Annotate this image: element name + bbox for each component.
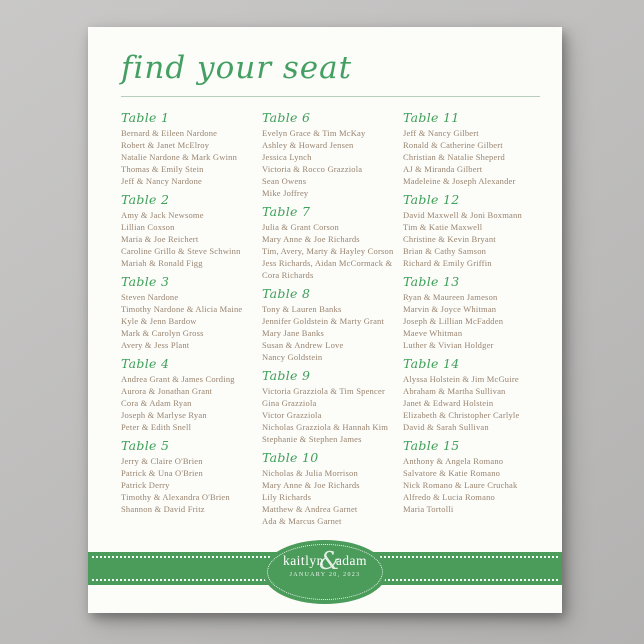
guest-name: Christine & Kevin Bryant	[403, 234, 496, 244]
guest-name: Victor Grazziola	[262, 410, 322, 420]
table-group	[262, 451, 395, 527]
guest-name: Timothy Nardone & Alicia Maine	[121, 304, 243, 314]
guest-name: Elizabeth & Christopher Carlyle	[403, 410, 520, 420]
guest-name: Mary Anne & Joe Richards	[262, 234, 360, 244]
guest-name: Aurora & Jonathan Grant	[121, 386, 213, 396]
table-group	[403, 439, 536, 515]
table-title: Table 3	[121, 274, 170, 289]
guest-name: Nicholas Grazziola & Hannah Kim	[262, 422, 389, 432]
guest-name: Ashley & Howard Jensen	[262, 140, 354, 150]
guest-name: Patrick & Una O'Brien	[121, 468, 203, 478]
table-group	[121, 439, 254, 515]
guest-name: Victoria Grazziola & Tim Spencer	[262, 386, 385, 396]
ampersand-script: &	[318, 547, 341, 575]
guest-name: Ryan & Maureen Jameson	[403, 292, 498, 302]
table-title: Table 12	[403, 192, 460, 207]
guest-name: Tim, Avery, Marty & Hayley Corson	[262, 246, 394, 256]
guest-name: Mike Joffrey	[262, 188, 309, 198]
table-group	[262, 205, 395, 281]
guest-name: Jeff & Nancy Nardone	[121, 176, 203, 186]
table-title: Table 11	[403, 110, 460, 125]
guest-name: Steven Nardone	[121, 292, 179, 302]
guest-name: Alyssa Holstein & Jim McGuire	[403, 374, 519, 384]
guest-name: Nancy Goldstein	[262, 352, 323, 362]
guest-name: Tony & Lauren Banks	[262, 304, 342, 314]
guest-name: Avery & Jess Plant	[121, 340, 190, 350]
guest-name: Caroline Grillo & Steve Schwinn	[121, 246, 241, 256]
guest-name: Mary Anne & Joe Richards	[262, 480, 360, 490]
guest-name: Kyle & Jenn Bardow	[121, 316, 197, 326]
guest-name: David & Sarah Sullivan	[403, 422, 489, 432]
table-title: Table 6	[262, 110, 311, 125]
table-title: Table 9	[262, 368, 311, 383]
guest-name: Janet & Edward Holstein	[403, 398, 494, 408]
guest-name: Madeleine & Joseph Alexander	[403, 176, 516, 186]
guest-name: Patrick Derry	[121, 480, 170, 490]
table-group	[262, 369, 395, 445]
guest-name: AJ & Miranda Gilbert	[403, 164, 483, 174]
table-title: Table 5	[121, 438, 170, 453]
tables-columns	[121, 111, 544, 543]
guest-name: Cora & Adam Ryan	[121, 398, 192, 408]
guest-name: Maeve Whitman	[403, 328, 463, 338]
guest-name: Julia & Grant Corson	[262, 222, 339, 232]
guest-name: Marvin & Joyce Whitman	[403, 304, 497, 314]
guest-name: Mark & Carolyn Gross	[121, 328, 204, 338]
guest-name: Jerry & Claire O'Brien	[121, 456, 203, 466]
guest-name: Mary Jane Banks	[262, 328, 325, 338]
table-group	[121, 193, 254, 269]
table-title: Table 1	[121, 110, 170, 125]
guest-name: Brian & Cathy Samson	[403, 246, 487, 256]
guest-name: Lillian Coxson	[121, 222, 175, 232]
poster-title: find your seat	[121, 50, 353, 86]
groom-name: adam	[335, 553, 368, 568]
guest-name: Abraham & Martha Sullivan	[403, 386, 506, 396]
guest-name: Jess Richards, Aidan McCormack & Cora Richards	[262, 258, 393, 280]
table-title: Table 10	[262, 450, 319, 465]
guest-name: Nicholas & Julia Morrison	[262, 468, 358, 478]
guest-name: Bernard & Eileen Nardone	[121, 128, 218, 138]
table-title: Table 7	[262, 204, 311, 219]
table-title: Table 2	[121, 192, 170, 207]
table-title: Table 8	[262, 286, 311, 301]
table-title: Table 14	[403, 356, 460, 371]
table-group	[403, 275, 536, 351]
table-title: Table 4	[121, 356, 170, 371]
guest-name: Tim & Katie Maxwell	[403, 222, 483, 232]
seating-column	[403, 111, 544, 543]
guest-name: Timothy & Alexandra O'Brien	[121, 492, 230, 502]
ribbon-badge	[263, 540, 387, 604]
guest-name: David Maxwell & Joni Boxmann	[403, 210, 522, 220]
guest-name: Thomas & Emily Stein	[121, 164, 204, 174]
guest-name: Matthew & Andrea Garnet	[262, 504, 358, 514]
guest-name: Luther & Vivian Holdger	[403, 340, 494, 350]
guest-name: Maria & Joe Reichert	[121, 234, 199, 244]
seating-column	[121, 111, 262, 543]
guest-name: Jeff & Nancy Gilbert	[403, 128, 479, 138]
guest-name: Jessica Lynch	[262, 152, 312, 162]
seating-chart-poster	[88, 27, 562, 613]
table-group	[121, 357, 254, 433]
table-group	[403, 193, 536, 269]
guest-name: Lily Richards	[262, 492, 312, 502]
guest-name: Joseph & Marlyse Ryan	[121, 410, 207, 420]
guest-name: Jennifer Goldstein & Marty Grant	[262, 316, 385, 326]
guest-name: Christian & Natalie Sheperd	[403, 152, 505, 162]
guest-name: Stephanie & Stephen James	[262, 434, 362, 444]
seating-column	[262, 111, 403, 543]
guest-name: Maria Tortolli	[403, 504, 454, 514]
guest-name: Robert & Janet McElroy	[121, 140, 210, 150]
guest-name: Alfredo & Lucia Romano	[403, 492, 495, 502]
table-group	[262, 287, 395, 363]
guest-name: Amy & Jack Newsome	[121, 210, 204, 220]
table-group	[403, 111, 536, 187]
guest-name: Gina Grazziola	[262, 398, 317, 408]
guest-name: Richard & Emily Griffin	[403, 258, 492, 268]
guest-name: Peter & Edith Snell	[121, 422, 192, 432]
guest-name: Ronald & Catherine Gilbert	[403, 140, 503, 150]
guest-name: Evelyn Grace & Tim McKay	[262, 128, 366, 138]
guest-name: Joseph & Lillian McFadden	[403, 316, 504, 326]
bride-name: kaitlyn	[282, 553, 324, 568]
table-title: Table 13	[403, 274, 460, 289]
guest-name: Mariah & Ronald Figg	[121, 258, 203, 268]
table-title: Table 15	[403, 438, 460, 453]
guest-name: Sean Owens	[262, 176, 307, 186]
guest-name: Ada & Marcus Garnet	[262, 516, 342, 526]
guest-name: Susan & Andrew Love	[262, 340, 344, 350]
guest-name: Victoria & Rocco Grazziola	[262, 164, 363, 174]
title-underline	[121, 96, 540, 97]
table-group	[121, 275, 254, 351]
guest-name: Andrea Grant & James Cording	[121, 374, 235, 384]
table-group	[403, 357, 536, 433]
guest-name: Salvatore & Katie Romano	[403, 468, 501, 478]
table-group	[121, 111, 254, 187]
guest-name: Natalie Nardone & Mark Gwinn	[121, 152, 238, 162]
guest-name: Nick Romano & Laure Cruchak	[403, 480, 518, 490]
wedding-date: JANUARY 20, 2023	[289, 572, 361, 578]
guest-name: Shannon & David Fritz	[121, 504, 205, 514]
guest-name: Anthony & Angela Romano	[403, 456, 504, 466]
table-group	[262, 111, 395, 199]
